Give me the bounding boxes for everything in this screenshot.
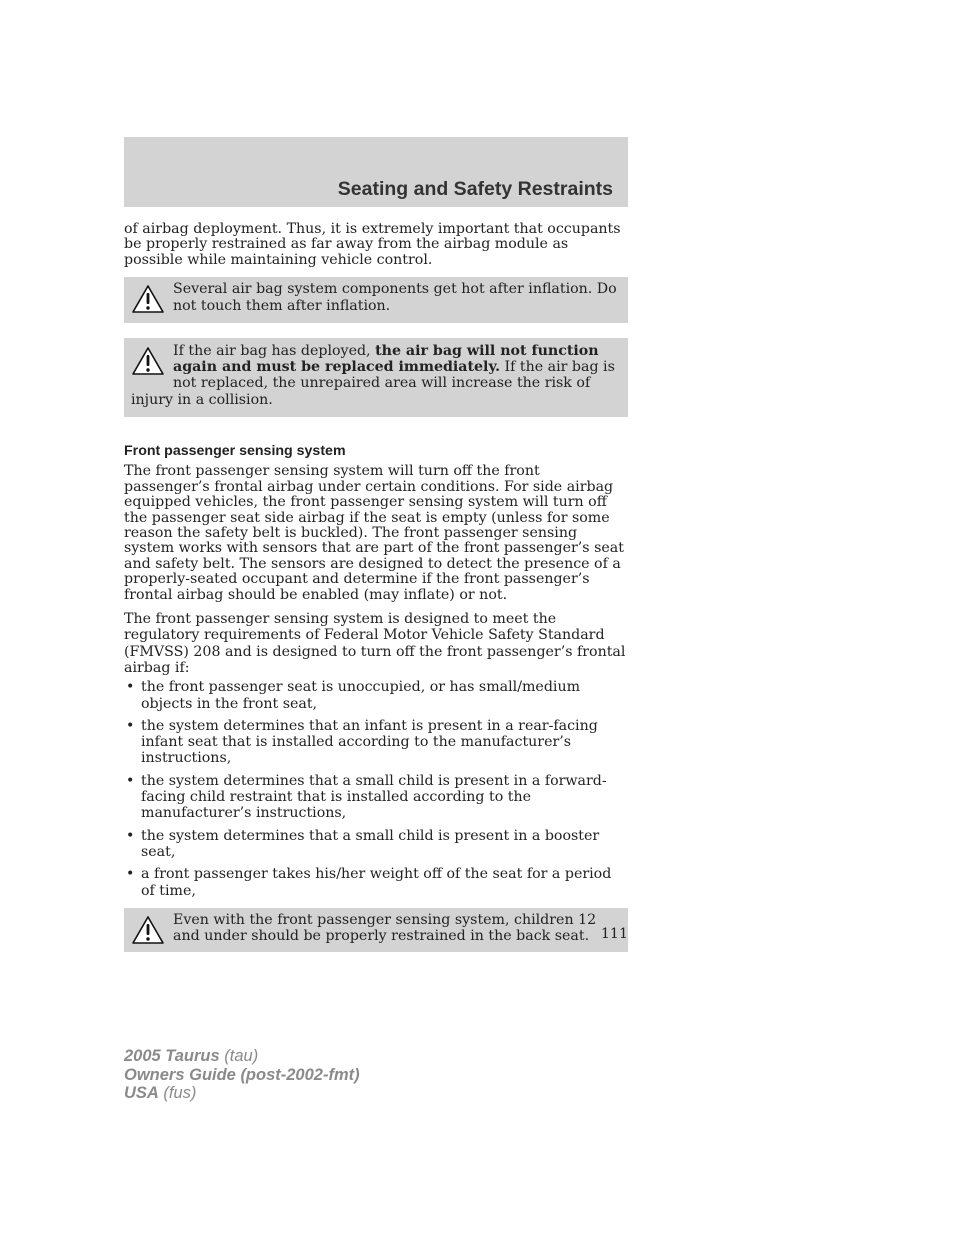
warning-box-children	[124, 908, 628, 953]
list-item-text: a front passenger takes his/her weight off of the seat for a period of time,	[141, 866, 612, 899]
condition-list	[124, 679, 628, 899]
footer-region: USA	[124, 1084, 159, 1102]
warning-text-bold: the air bag will not function again and must be replaced immediately.	[173, 342, 599, 376]
section-heading: Front passenger sensing system	[124, 443, 346, 459]
bullet: •	[126, 866, 135, 883]
section-paragraph: The front passenger sensing system is designed to meet the regulatory requirements of Federal Motor Vehicle Safety Standard (FMVSS) 208 and is designed to turn off the front passenger’s frontal airbag if:	[124, 611, 626, 676]
bullet: •	[126, 772, 135, 789]
list-item	[124, 679, 628, 712]
list-item	[124, 773, 628, 822]
footer-model-code: (tau)	[219, 1047, 259, 1065]
warning-text	[131, 343, 621, 408]
list-item-text: the system determines that a small child is present in a booster seat,	[141, 827, 600, 860]
warning-box-hot-components	[124, 277, 628, 323]
document-footer	[124, 1047, 360, 1103]
footer-line	[124, 1066, 360, 1085]
warning-triangle-icon	[131, 915, 165, 945]
bullet: •	[126, 679, 135, 696]
warning-text: Several air bag system components get hot after inflation. Do not touch them after inflation.	[173, 281, 617, 314]
header-band	[124, 137, 628, 207]
page-title: Seating and Safety Restraints	[337, 178, 613, 200]
section-paragraph: The front passenger sensing system will turn off the front passenger’s frontal airbag under certain conditions. For side airbag equipped vehicles, the front passenger sensing system will turn off the passenger seat side airbag if the seat is empty (unless for some reason the safety belt is buckled). The front passenger sensing system works with sensors that are part of the front passenger’s seat and safety belt. The sensors are designed to detect the presence of a properly-seated occupant and determine if the front passenger’s frontal airbag should be enabled (may inflate) or not.	[124, 463, 624, 603]
footer-line	[124, 1047, 360, 1066]
page-number: 111	[600, 926, 628, 942]
list-item	[124, 828, 628, 861]
footer-region-code: (fus)	[158, 1084, 197, 1102]
warning-triangle-icon	[131, 284, 165, 314]
warning-triangle-icon	[131, 346, 165, 376]
intro-paragraph: of airbag deployment. Thus, it is extremely important that occupants be properly restrained as far away from the airbag module as possible while maintaining vehicle control.	[124, 221, 621, 268]
footer-guide: Owners Guide (post-2002-fmt)	[124, 1065, 360, 1084]
list-item-text: the system determines that a small child is present in a forward-facing child restraint that is installed according to the manufacturer’s instructions,	[141, 772, 607, 822]
list-item	[124, 718, 628, 767]
page-content	[124, 222, 628, 952]
footer-model: 2005 Taurus	[124, 1047, 220, 1065]
warning-text: Even with the front passenger sensing system, children 12 and under should be properly restrained in the back seat.	[173, 911, 597, 945]
list-item	[124, 866, 628, 899]
warning-text-after: If the air bag is not replaced, the unrepaired area will increase the risk of injury in a collision.	[131, 359, 615, 408]
list-item-text: the system determines that an infant is present in a rear-facing infant seat that is installed according to the manufacturer’s instructions,	[141, 717, 598, 767]
bullet: •	[126, 717, 135, 734]
bullet: •	[126, 827, 135, 844]
warning-text-before: If the air bag has deployed,	[173, 342, 376, 359]
warning-box-deployed-airbag	[124, 338, 628, 417]
footer-line	[124, 1084, 360, 1103]
list-item-text: the front passenger seat is unoccupied, or has small/medium objects in the front seat,	[141, 679, 581, 712]
